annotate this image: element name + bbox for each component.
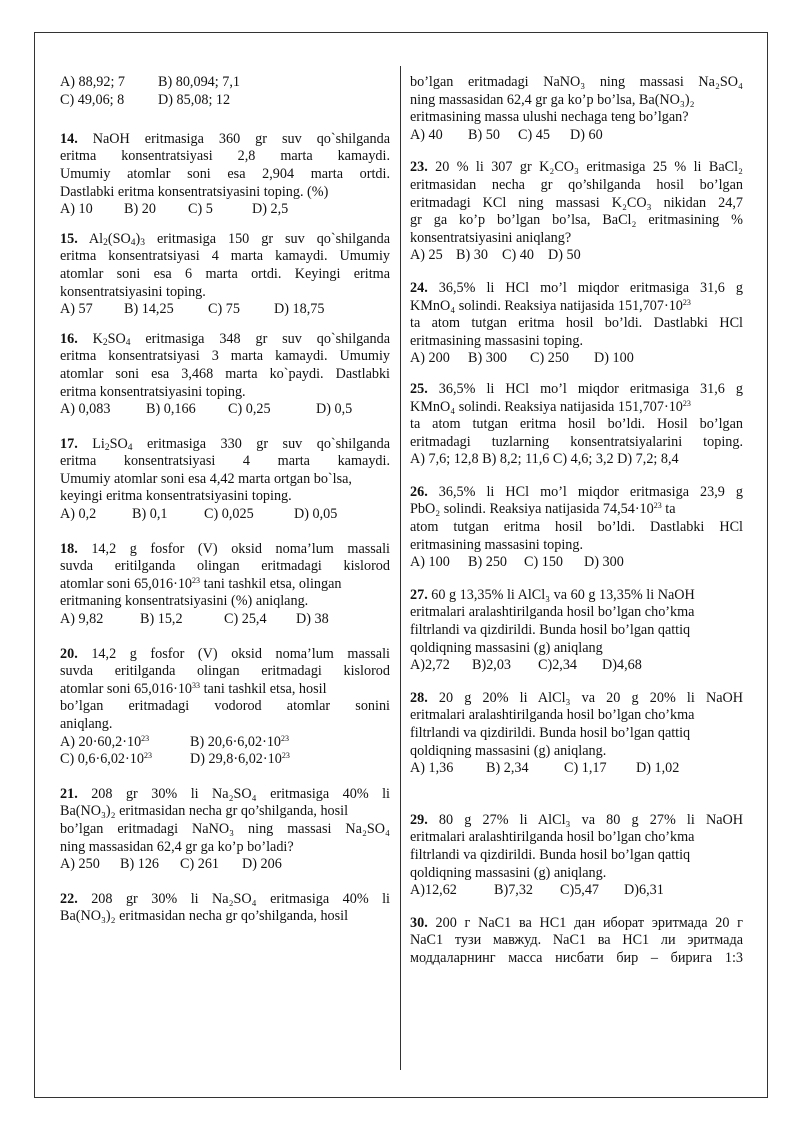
option-a: A) $20\cdot 60,2\cdot 10^{23}$ — [60, 733, 150, 750]
column-divider — [400, 66, 401, 1070]
question-text: atomlar soni 65,016·10 — [60, 575, 193, 592]
answer-row — [410, 760, 743, 778]
option-c: C) 45 — [518, 126, 550, 143]
answer-row — [60, 734, 390, 752]
option-a: A)12,62 — [410, 882, 457, 899]
question-text: моддаларнинг масса нисбати бир – бирига 1:3 — [410, 949, 743, 966]
option-c: C) 5 — [188, 201, 213, 218]
option-a: A) 0,2 — [60, 506, 97, 523]
question-30 — [410, 915, 743, 968]
option-a: A) 25 — [410, 247, 443, 264]
option-c: C) 75 — [208, 301, 240, 318]
answer-row — [60, 201, 390, 219]
exponent: 23 — [653, 501, 662, 511]
answer-row — [410, 554, 743, 572]
exponent: 23 — [682, 398, 691, 408]
question-22 — [60, 891, 390, 926]
answer-row — [410, 350, 743, 368]
option-c: C) 1,17 — [564, 760, 607, 777]
option-c: C) 49,06; 8 — [60, 91, 125, 108]
question-text: eritmadagi tuzlarning konsentratsiyalarini toping. — [410, 433, 743, 450]
question-15 — [60, 231, 390, 319]
exponent: 23 — [682, 297, 691, 307]
question-text: Umumiy atomlar soni esa 2,904 marta ortdi. — [60, 165, 390, 182]
option-c: C) $0,6\cdot 6,02\cdot 10^{23}$ — [60, 751, 152, 768]
option-c: C) 250 — [530, 350, 570, 367]
question-number: 17. — [60, 435, 78, 452]
question-text: 20 g 20% li AlCl₃ va 20 g 20% li NaOH — [438, 689, 744, 706]
question-29 — [410, 812, 743, 900]
question-text: atomlar soni esa 6 marta ortdi. Keyingi eritma — [60, 265, 390, 282]
formula: $Al_2(SO_4)_3$ — [88, 230, 145, 248]
question-text: 80 g 27% li AlCl₃ va 80 g 27% li NaOH — [438, 811, 744, 828]
question-text: keyingi eritma konsentratsiyasini toping. — [60, 488, 292, 505]
question-text: 200 г NaC1 ва HC1 дан иборат эритмада 20 г — [435, 914, 744, 931]
option-b: B)2,03 — [472, 657, 512, 674]
option-d: D)6,31 — [624, 882, 664, 899]
answer-row — [60, 611, 390, 629]
option-c: C) 25,4 — [224, 611, 267, 628]
question-18 — [60, 541, 390, 629]
option-a: A) 10 — [60, 201, 93, 218]
answer-row — [410, 127, 743, 145]
question-text: eritma konsentratsiyasini toping. — [60, 383, 246, 400]
option-a: A) 0,083 — [60, 401, 111, 418]
question-text: eritma konsentratsiyasi 3 marta kamaydi. Umumiy — [60, 348, 390, 365]
question-text: Umumiy atomlar soni esa 4,42 marta ortgan bo`lsa, — [60, 470, 352, 487]
question-text: atomlar soni esa 3,468 marta ko`paydi. Dastlabki — [60, 365, 390, 382]
question-text: eritma konsentratsiyasi 4 marta kamaydi. — [60, 453, 390, 470]
question-text: eritmalari aralashtirilganda hosil bo’lgan cho’kma — [410, 829, 695, 846]
question-text: 208 gr 30% li Na₂SO₄ eritmasiga 40% li — [91, 890, 390, 907]
question-text: suvda eritilganda olingan eritmadagi kislorod — [60, 558, 390, 575]
question-text: eritmaning konsentratsiyasini (%) aniqlang. — [60, 593, 309, 610]
question-text: aniqlang. — [60, 716, 113, 732]
question-number: 14. — [60, 130, 78, 147]
question-text: Ba(NO₃)₂ eritmasidan necha gr qo’shilganda, hosil — [60, 908, 349, 925]
question-27 — [410, 587, 743, 675]
option-b: B) 300 — [468, 350, 508, 367]
question-text: KMnO₄ solindi. Reaksiya natijasida 151,707·10 — [410, 398, 683, 415]
question-text: bo’lgan eritmadagi NaNO₃ ning massasi Na₂SO₄ — [60, 820, 390, 837]
question-text: eritmasiga 150 gr suv qo`shilganda — [156, 230, 390, 247]
question-number: 15. — [60, 230, 78, 247]
option-b: B) 126 — [120, 856, 160, 873]
question-text: filtrlandi va qizdirildi. Bunda hosil bo’lgan qattiq — [410, 846, 691, 863]
question-text: 36,5% li HCl mo’l miqdor eritmasiga 23,9 g — [438, 483, 743, 500]
question-text: 14,2 g fosfor (V) oksid noma’lum massali — [91, 645, 390, 662]
left-column — [60, 74, 390, 926]
option-c: C) 40 — [502, 247, 534, 264]
question-text: KMnO₄ solindi. Reaksiya natijasida 151,707·10 — [410, 297, 683, 314]
option-a: A) 200 — [410, 350, 450, 367]
question-text: eritmalari aralashtirilganda hosil bo’lgan cho’kma — [410, 707, 695, 724]
question-text: qoldiqning massasini (g) aniqlang. — [410, 742, 607, 759]
option-d: D) 1,02 — [636, 760, 680, 777]
question-text: ning massasidan 62,4 gr ga ko’p bo’ladi? — [60, 838, 294, 855]
question-14 — [60, 131, 390, 219]
question-text: 14,2 g fosfor (V) oksid noma’lum massali — [91, 540, 390, 557]
question-number: 22. — [60, 890, 78, 907]
option-d: D) 0,05 — [294, 506, 338, 523]
question-text: ta atom tutgan eritma hosil bo’ldi. Hosil bo’lgan — [410, 416, 743, 433]
question-text: 20 % li 307 gr K₂CO₃ eritmasiga 25 % li BaCl₂ — [435, 159, 744, 176]
question-text: atomlar soni 65,016·10 — [60, 680, 193, 697]
option-d: D) 18,75 — [274, 301, 325, 318]
question-16 — [60, 331, 390, 419]
answer-row — [410, 882, 743, 900]
question-text: 36,5% li HCl mo’l miqdor eritmasiga 31,6 g — [438, 380, 743, 397]
question-text: tani tashkil etsa, olingan — [200, 575, 342, 592]
question-text: bo’lgan eritmadagi NaNO₃ ning massasi Na₂SO₄ — [410, 74, 743, 90]
option-d: D) 50 — [548, 247, 581, 264]
question-text: ning massasidan 62,4 gr ga ko’p bo’lsa, Ba(NO₃)₂ — [410, 91, 695, 108]
question-text: ta — [661, 501, 676, 518]
answer-row — [410, 247, 743, 265]
question-text: atom tutgan eritma hosil bo’ldi. Dastlabki HCl — [410, 519, 743, 536]
question-text: qoldiqning massasini (g) aniqlang — [410, 639, 603, 656]
option-d: D) 38 — [296, 611, 329, 628]
question-text: 208 gr 30% li Na₂SO₄ eritmasiga 40% li — [91, 785, 390, 802]
question-text: konsentratsiyasini toping. — [60, 283, 206, 300]
option-a: A) 57 — [60, 301, 93, 318]
option-a: A) 88,92; 7 — [60, 74, 126, 90]
question-26 — [410, 484, 743, 572]
option-b: B) 50 — [468, 126, 500, 143]
option-a: A) 1,36 — [410, 760, 454, 777]
option-d: D) 206 — [242, 856, 282, 873]
option-b: B) 15,2 — [140, 611, 183, 628]
question-number: 20. — [60, 645, 78, 662]
question-21 — [60, 786, 390, 874]
question-text: eritma konsentratsiyasi 2,8 marta kamaydi. — [60, 148, 390, 165]
option-b: B) 20 — [124, 201, 156, 218]
exponent: 23 — [192, 575, 201, 585]
option-d: D) $29,8\cdot 6,02\cdot 10^{23}$ — [190, 751, 290, 768]
question-text: 36,5% li HCl mo’l miqdor eritmasiga 31,6 g — [438, 279, 743, 296]
question-22-continued — [410, 74, 743, 144]
option-c: C) 261 — [180, 856, 220, 873]
answer-row — [60, 751, 390, 769]
option-a: A)2,72 — [410, 657, 450, 674]
option-c: C) 0,25 — [228, 401, 271, 418]
question-text: gr ga ko’p bo’lgan bo’lsa, BaCl₂ eritmasining % — [410, 212, 743, 229]
option-b: B) 0,1 — [132, 506, 168, 523]
question-text: Ba(NO₃)₂ eritmasidan necha gr qo’shilganda, hosil — [60, 803, 349, 820]
question-number: 16. — [60, 330, 78, 347]
option-d: D)4,68 — [602, 657, 642, 674]
question-number: 27. — [410, 586, 428, 603]
question-number: 21. — [60, 785, 78, 802]
question-number: 29. — [410, 811, 428, 828]
question-text: filtrlandi va qizdirildi. Bunda hosil bo’lgan qattiq — [410, 725, 691, 741]
right-column — [410, 74, 743, 968]
formula: $Li_2SO_4$ — [92, 435, 133, 453]
question-20 — [60, 646, 390, 769]
option-b: B) 250 — [468, 554, 508, 571]
question-number: 25. — [410, 380, 428, 397]
question-number: 26. — [410, 483, 428, 500]
option-b: B) $20,6\cdot 6,02\cdot 10^{23}$ — [190, 733, 290, 750]
question-text: eritmasining massasini toping. — [410, 332, 583, 349]
question-text: PbO₂ solindi. Reaksiya natijasida 74,54·10 — [410, 501, 654, 518]
answer-row — [60, 92, 390, 110]
question-text: eritmasiga 348 gr suv qo`shilganda — [145, 330, 391, 347]
option-b: B)7,32 — [494, 882, 534, 899]
option-d: D) 2,5 — [252, 201, 289, 218]
option-c: C)5,47 — [560, 882, 600, 899]
answer-row — [60, 856, 390, 874]
question-number: 23. — [410, 159, 428, 176]
option-a: A) 250 — [60, 856, 100, 873]
option-d: D) 100 — [594, 350, 634, 367]
answer-row — [410, 657, 743, 675]
question-number: 24. — [410, 279, 428, 296]
option-b: B) 80,094; 7,1 — [158, 74, 240, 90]
question-text: bo’lgan eritmadagi vodorod atomlar sonini — [60, 698, 390, 715]
question-text: eritmasining massa ulushi nechaga teng bo’lgan? — [410, 109, 689, 126]
answer-row — [60, 506, 390, 524]
question-number: 18. — [60, 540, 78, 557]
option-c: C) 0,025 — [204, 506, 254, 523]
option-c: C)2,34 — [538, 657, 578, 674]
option-d: D) 300 — [584, 554, 624, 571]
question-text: Dastlabki eritma konsentratsiyasini toping. (%) — [60, 183, 329, 200]
option-b: B) 14,25 — [124, 301, 174, 318]
option-c: C) 150 — [524, 554, 564, 571]
option-b: B) 30 — [456, 247, 488, 264]
exponent: 33 — [192, 680, 201, 690]
question-text: suvda eritilganda olingan eritmadagi kislorod — [60, 663, 390, 680]
question-text: qoldiqning massasini (g) aniqlang. — [410, 864, 607, 881]
question-text: 60 g 13,35% li AlCl₃ va 60 g 13,35% li NaOH — [431, 586, 695, 603]
question-text: eritmadagi KCl ning massasi K₂CO₃ nikidan 24,7 — [410, 194, 743, 211]
question-text: filtrlandi va qizdirildi. Bunda hosil bo’lgan qattiq — [410, 622, 691, 639]
question-text: eritmasiga 330 gr suv qo`shilganda — [146, 435, 391, 452]
question-text: eritma konsentratsiyasi 4 marta kamaydi. Umumiy — [60, 248, 390, 265]
question-text: NaC1 тузи мавжуд. NaC1 ва HC1 ли эритмада — [410, 932, 743, 949]
question-text: ta atom tutgan eritma hosil bo’ldi. Dastlabki HCl — [410, 315, 743, 332]
answer-row — [60, 74, 390, 92]
question-25 — [410, 381, 743, 469]
question-number: 30. — [410, 914, 428, 931]
option-d: D) 60 — [570, 126, 603, 143]
option-d: D) 0,5 — [316, 401, 353, 418]
question-17 — [60, 436, 390, 524]
question-text: eritmasidan necha gr qo’shilganda hosil bo’lgan — [410, 176, 743, 193]
answer-row — [60, 401, 390, 419]
option-a: A) 100 — [410, 554, 450, 571]
option-b: B) 2,34 — [486, 760, 529, 777]
question-23 — [410, 159, 743, 265]
question-24 — [410, 280, 743, 368]
option-a: A) 40 — [410, 126, 443, 143]
question-number: 28. — [410, 689, 428, 706]
answer-row: A) 7,6; 12,8 B) 8,2; 11,6 C) 4,6; 3,2 D) 7,2; 8,4 — [410, 451, 679, 468]
question-28 — [410, 690, 743, 778]
question-text: eritmalari aralashtirilganda hosil bo’lgan cho’kma — [410, 604, 695, 621]
question-text: NaOH eritmasiga 360 gr suv qo`shilganda — [92, 130, 390, 147]
question-text: eritmasining massasini toping. — [410, 536, 583, 553]
option-a: A) 9,82 — [60, 611, 104, 628]
option-d: D) 85,08; 12 — [158, 91, 231, 108]
option-b: B) 0,166 — [146, 401, 196, 418]
question-text: tani tashkil etsa, hosil — [200, 680, 327, 697]
formula: $K_2SO_4$ — [92, 330, 131, 348]
answer-row — [60, 301, 390, 319]
question-text: konsentratsiyasini aniqlang? — [410, 229, 572, 246]
